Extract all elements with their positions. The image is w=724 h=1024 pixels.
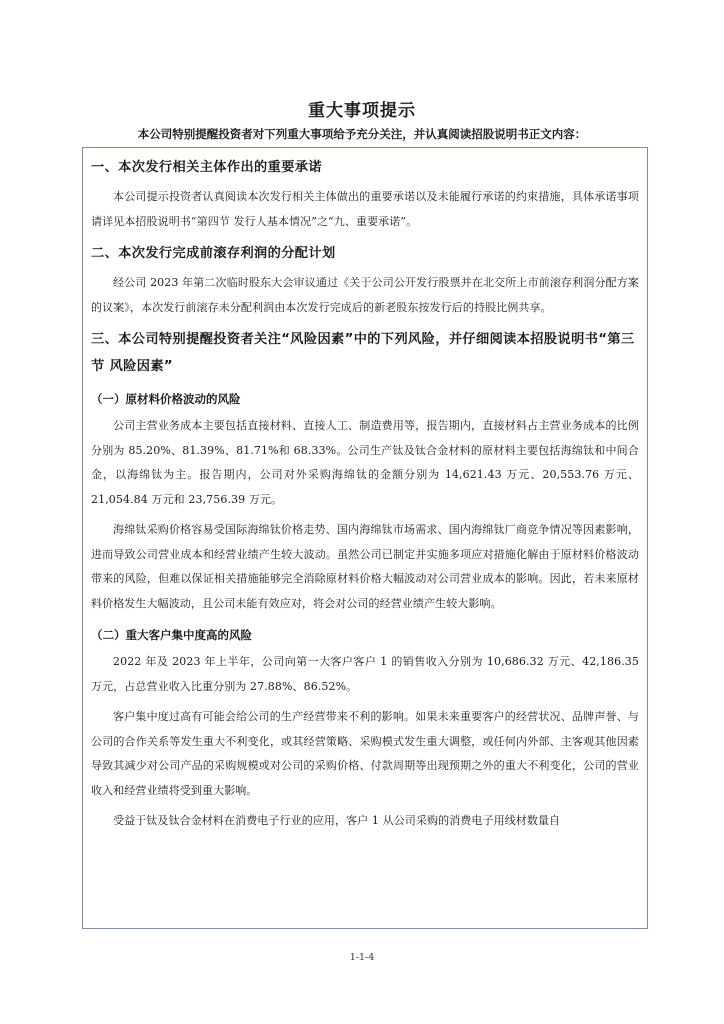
section-heading-commitments: 一、本次发行相关主体作出的重要承诺 (91, 160, 322, 175)
subsection-heading-customer-concentration-risk: （二）重大客户集中度高的风险 (91, 628, 252, 642)
section-profit-distribution (91, 240, 639, 320)
paragraph-raw-material-cost: 公司主营业务成本主要包括直接材料、直接人工、制造费用等，报告期内，直接材料占主营业务成本的比例分别为 85.20%、81.39%、81.71%和 68.33%。公司生产钛及钛合金材料的原材料主要包括海绵钛和中间合金，以海绵钛为主。报告期内，公司对外采购海绵钛的金额分别为 14,621.43 万元、20,553.76 万元、21,054.84 万元和 23,756.39 万元。 (91, 419, 639, 506)
paragraph-customer-impact: 客户集中度过高有可能会给公司的生产经营带来不利的影响。如果未来重要客户的经营状况、品牌声誉、与公司的合作关系等发生重大不利变化，或其经营策略、采购模式发生重大调整，或任何内外部、主客观其他因素导致其减少对公司产品的采购规模或对公司的采购价格、付款周期等出现预期之外的重大不利变化，公司的营业收入和经营业绩将受到重大影响。 (91, 710, 639, 797)
paragraph-profit-distribution: 经公司 2023 年第二次临时股东大会审议通过《关于公司公开发行股票并在北交所上市前滚存利润分配方案的议案》，本次发行前滚存未分配利润由本次发行完成后的新老股东按发行后的持股比例共享。 (91, 276, 639, 314)
paragraph-raw-material-impact: 海绵钛采购价格容易受国际海绵钛价格走势、国内海绵钛市场需求、国内海绵钛厂商竞争情况等因素影响，进而导致公司营业成本和经营业绩产生较大波动。虽然公司已制定并实施多项应对措施化解由于原材料价格波动带来的风险，但难以保证相关措施能够完全消除原材料价格大幅波动对公司营业成本的影响。因此，若未来原材料价格发生大幅波动，且公司未能有效应对，将会对公司的经营业绩产生较大影响。 (91, 523, 639, 610)
paragraph-customer-revenue: 2022 年及 2023 年上半年，公司向第一大客户客户 1 的销售收入分别为 10,686.32 万元、42,186.35 万元，占总营业收入比重分别为 27.88%、86.52%。 (91, 655, 639, 693)
content-frame (82, 147, 648, 929)
subsection-raw-material-risk (91, 388, 639, 616)
section-risk-factors (91, 326, 639, 834)
section-commitments (91, 154, 639, 234)
paragraph-commitments: 本公司提示投资者认真阅读本次发行相关主体做出的重要承诺以及未能履行承诺的约束措施，具体承诺事项请详见本招股说明书“第四节 发行人基本情况”之“九、重要承诺”。 (91, 190, 639, 228)
page-number: 1-1-4 (349, 952, 375, 963)
section-heading-profit-distribution: 二、本次发行完成前滚存利润的分配计划 (91, 246, 336, 261)
subsection-heading-raw-material-risk: （一）原材料价格波动的风险 (91, 392, 241, 406)
page-subtitle: 本公司特别提醒投资者对下列重大事项给予充分关注，并认真阅读招股说明书正文内容： (137, 127, 587, 141)
section-heading-risk-factors: 三、本公司特别提醒投资者关注“风险因素”中的下列风险，并仔细阅读本招股说明书“第三节 风险因素” (91, 332, 635, 374)
page-title: 重大事项提示 (308, 101, 416, 121)
subsection-customer-concentration-risk (91, 624, 639, 834)
paragraph-customer-consumer-electronics: 受益于钛及钛合金材料在消费电子行业的应用，客户 1 从公司采购的消费电子用线材数量自 (113, 814, 561, 827)
